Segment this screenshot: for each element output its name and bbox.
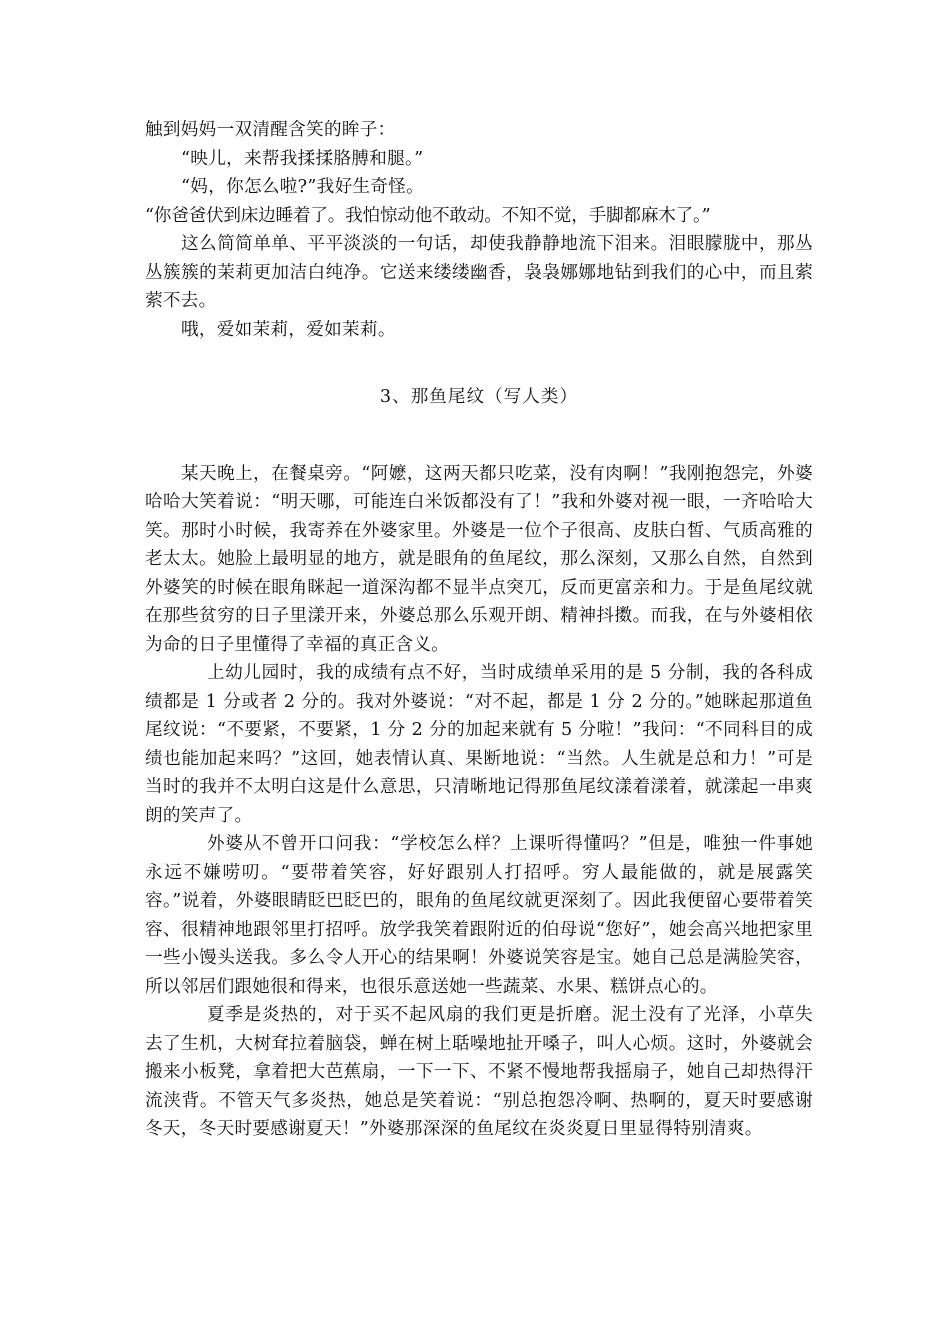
paragraph: 夏季是炎热的，对于买不起风扇的我们更是折磨。泥土没有了光泽，小草失去了生机，大树耷拉着脑袋，蝉在树上聒噪地扯开嗓子，叫人心烦。这时，外婆就会搬来小板凳，拿着把大芭蕉扇，一下一下、不紧不慢地帮我摇扇子，她自己却热得汗流浃背。不管天气多炎热，她总是笑着说：“别总抱怨冷啊、热啊的，夏天时要感谢冬天，冬天时要感谢夏天！”外婆那深深的鱼尾纹在炎炎夏日里显得特别清爽。	[145, 1005, 813, 1139]
section-title: 3、那鱼尾纹（写人类）	[379, 387, 579, 407]
paragraph: “映儿，来帮我揉揉胳膊和腿。”	[181, 148, 424, 169]
paragraph: 上幼儿园时，我的成绩有点不好，当时成绩单采用的是 5 分制，我的各科成绩都是 1 分或者 2 分的。我对外婆说：“对不起，都是 1 分 2 分的。”她眯起那道鱼尾纹说：“不要紧，不要紧，1 分 2 分的加起来就有 5 分啦！”我问：“不同科目的成绩也能加起来吗？”这回，她表情认真、果断地说：“当然。人生就是总和力！”可是当时的我并不太明白这是什么意思，只清晰地记得那鱼尾纹漾着漾着，就漾起一串爽朗的笑声了。	[145, 663, 813, 826]
paragraph: 触到妈妈一双清醒含笑的眸子：	[145, 120, 396, 140]
paragraph: 某天晚上，在餐桌旁。“阿嬷，这两天都只吃菜，没有肉啊！”我刚抱怨完，外婆哈哈大笑着说：“明天哪，可能连白米饭都没有了！”我和外婆对视一眼，一齐哈哈大笑。那时小时候，我寄养在外婆家里。外婆是一位个子很高、皮肤白皙、气质高雅的老太太。她脸上最明显的地方，就是眼角的鱼尾纹，那么深刻，又那么自然，自然到外婆笑的时候在眼角眯起一道深沟都不显半点突兀，反而更富亲和力。于是鱼尾纹就在那些贫穷的日子里漾开来，外婆总那么乐观开朗、精神抖擞。而我，在与外婆相依为命的日子里懂得了幸福的真正含义。	[145, 463, 813, 655]
paragraph: 外婆从不曾开口问我：“学校怎么样？上课听得懂吗？”但是，唯独一件事她永远不嫌唠叨。“要带着笑容，好好跟别人打招呼。穷人最能做的，就是展露笑容。”说着，外婆眼睛眨巴眨巴的，眼角的鱼尾纹就更深刻了。因此我便留心要带着笑容、很精神地跟邻里打招呼。放学我笑着跟附近的伯母说“您好”，她会高兴地把家里一些小馒头送我。多么令人开心的结果啊！外婆说笑容是宝。她自己总是满脸笑容，所以邻居们跟她很和得来，也很乐意送她一些蔬菜、水果、糕饼点心的。	[145, 834, 813, 997]
paragraph: “你爸爸伏到床边睡着了。我怕惊动他不敢动。不知不觉，手脚都麻木了。”	[145, 205, 711, 226]
document-page	[145, 116, 813, 1144]
paragraph: 哦，爱如茉莉，爱如茉莉。	[181, 319, 396, 340]
paragraph: “妈，你怎么啦?”我好生奇怪。	[181, 177, 425, 197]
paragraph: 这么简简单单、平平淡淡的一句话，却使我静静地流下泪来。泪眼朦胧中，那丛丛簇簇的茉莉更加洁白纯净。它送来缕缕幽香，袅袅娜娜地钻到我们的心中，而且萦萦不去。	[145, 234, 813, 311]
